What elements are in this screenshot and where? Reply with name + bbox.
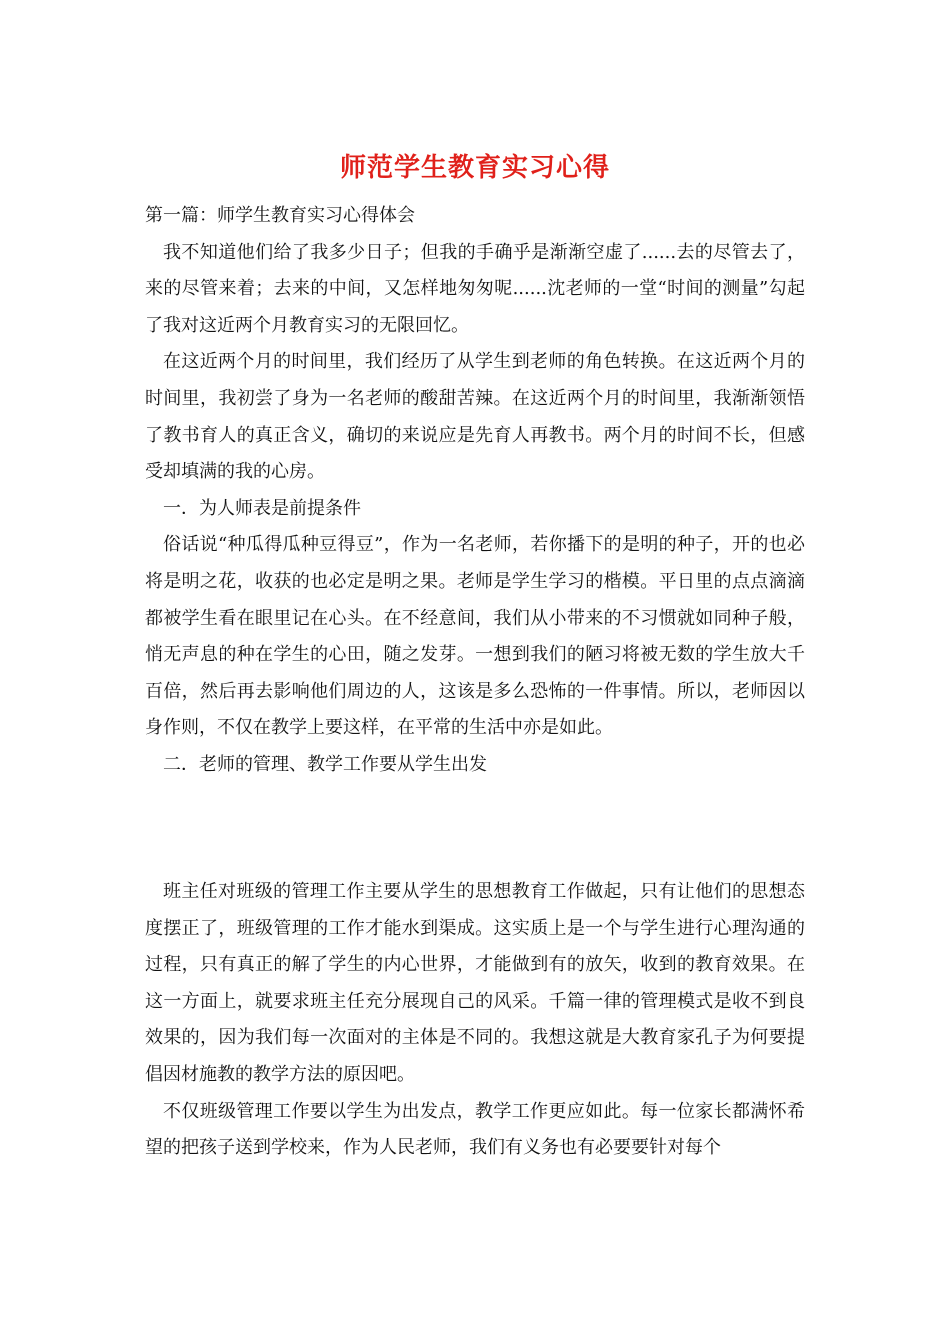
document-body-bottom (145, 874, 805, 1167)
paragraph: 在这近两个月的时间里，我们经历了从学生到老师的角色转换。在这近两个月的时间里，我初尝了身为一名老师的酸甜苦辣。在这近两个月的时间里，我渐渐领悟了教书育人的真正含义，确切的来说应是先育人再教书。两个月的时间不长，但感受却填满的我的心房。 (145, 351, 805, 483)
section-heading: 第一篇：师学生教育实习心得体会 (145, 205, 415, 226)
document-title: 师范学生教育实习心得 (339, 153, 610, 183)
subheading: 二．老师的管理、教学工作要从学生出发 (163, 753, 487, 775)
paragraph: 俗话说“种瓜得瓜种豆得豆”，作为一名老师，若你播下的是明的种子，开的也必将是明之花，收获的也必定是明之果。老师是学生学习的楷模。平日里的点点滴滴都被学生看在眼里记在心头。在不经意间，我们从小带来的不习惯就如同种子般，悄无声息的种在学生的心田，随之发芽。一想到我们的陋习将被无数的学生放大千百倍，然后再去影响他们周边的人，这该是多么恐怖的一件事情。所以，老师因以身作则，不仅在教学上要这样，在平常的生活中亦是如此。 (145, 534, 805, 739)
document-body-top (145, 198, 805, 784)
paragraph: 班主任对班级的管理工作主要从学生的思想教育工作做起，只有让他们的思想态度摆正了，班级管理的工作才能水到渠成。这实质上是一个与学生进行心理沟通的过程，只有真正的解了学生的内心世界，才能做到有的放矢，收到的教育效果。在这一方面上，就要求班主任充分展现自己的风采。千篇一律的管理模式是收不到良效果的，因为我们每一次面对的主体是不同的。我想这就是大教育家孔子为何要提倡因材施教的教学方法的原因吧。 (145, 881, 805, 1085)
paragraph: 不仅班级管理工作要以学生为出发点，教学工作更应如此。每一位家长都满怀希望的把孩子送到学校来，作为人民老师，我们有义务也有必要要针对每个 (145, 1100, 805, 1159)
subheading: 一．为人师表是前提条件 (163, 497, 361, 519)
paragraph: 我不知道他们给了我多少日子；但我的手确乎是渐渐空虚了......去的尽管去了，来的尽管来着；去来的中间，又怎样地匆匆呢......沈老师的一堂“时间的测量”勾起了我对这近两个月教育实习的无限回忆。 (145, 241, 805, 336)
